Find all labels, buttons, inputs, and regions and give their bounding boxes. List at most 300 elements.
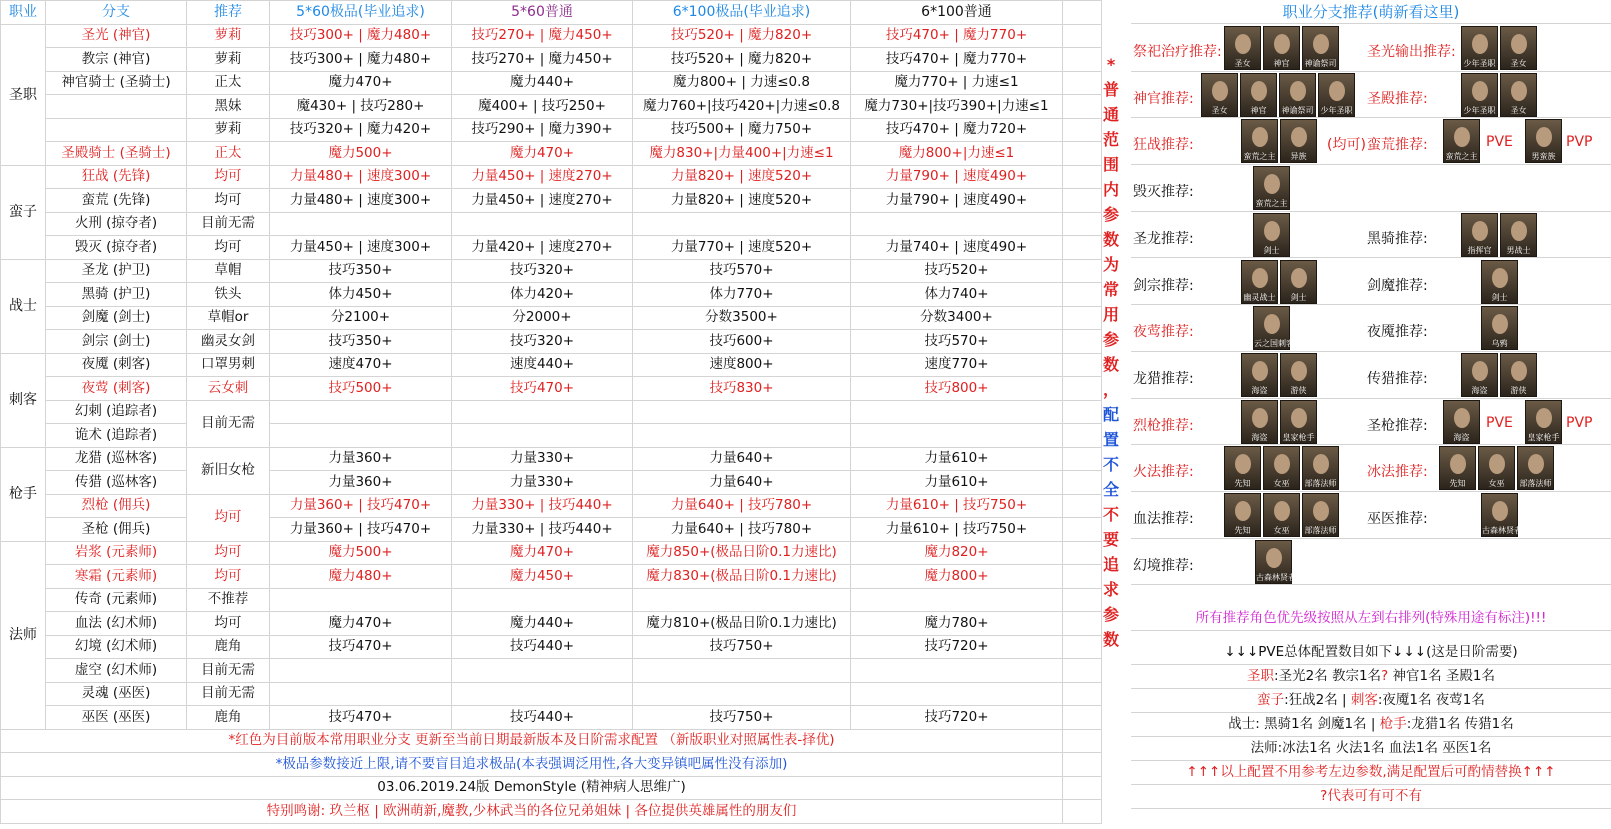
table-row	[1, 212, 1102, 236]
branch-cell: 火刑 (掠夺者)	[46, 212, 187, 236]
value-cell: 技巧290+ | 魔力390+	[452, 118, 633, 142]
recommend-cell: 口罩男刺	[187, 353, 270, 377]
branch-cell: 寒霜 (元素师)	[46, 565, 187, 589]
note-char: 数	[1102, 630, 1119, 649]
value-cell: 技巧720+	[851, 635, 1063, 659]
table-row	[1, 541, 1102, 565]
recommend-row	[1131, 118, 1611, 165]
hero-name: 蛮荒之主	[1255, 199, 1288, 209]
hero-avatar	[1253, 306, 1294, 350]
value-cell: 技巧470+ | 魔力770+	[851, 24, 1063, 48]
branch-cell: 传猎 (巡林客)	[46, 471, 187, 495]
value-cell: 技巧520+	[851, 259, 1063, 283]
class-label: 刺客	[1350, 692, 1378, 708]
branch-label: 圣枪推荐:	[1367, 417, 1428, 434]
value-cell: 魔力470+	[452, 541, 633, 565]
vertical-note	[1091, 52, 1131, 652]
table-row	[1, 236, 1102, 260]
blank-cell	[1063, 24, 1102, 48]
table-row	[1, 142, 1102, 166]
table-row	[1, 635, 1102, 659]
value-cell: 力量610+	[851, 471, 1063, 495]
hero-avatar	[1280, 353, 1317, 397]
blank-cell	[1063, 800, 1102, 824]
note-char: 配	[1102, 405, 1119, 424]
hero-name: 神谕祭司	[1304, 59, 1337, 68]
branch-cell: 夜魇 (刺客)	[46, 353, 187, 377]
note-char: 参	[1102, 330, 1119, 349]
note-char: 数	[1102, 230, 1119, 249]
value-cell: 技巧470+ | 魔力770+	[851, 48, 1063, 72]
table-row	[1, 494, 1102, 518]
note-text: 神官1名 圣殿1名	[1388, 668, 1495, 684]
value-cell	[452, 424, 633, 448]
branch-cell: 诡术 (追踪者)	[46, 424, 187, 448]
value-cell: 力量450+ | 速度270+	[452, 165, 633, 189]
hero-avatar	[1500, 73, 1537, 117]
value-cell	[851, 588, 1063, 612]
value-cell	[633, 424, 851, 448]
hero-name: 部落法师	[1304, 479, 1337, 489]
value-cell: 技巧500+ | 魔力750+	[633, 118, 851, 142]
hero-avatar	[1263, 446, 1300, 490]
branch-label: 神官推荐:	[1133, 90, 1194, 107]
recommend-cell: 均可	[187, 165, 270, 189]
value-cell: 力量610+ | 技巧750+	[851, 518, 1063, 542]
recommend-cell: 幽灵女剑	[187, 330, 270, 354]
value-cell: 速度470+	[270, 353, 452, 377]
hero-name: 圣女	[1234, 59, 1251, 68]
value-cell: 技巧830+	[633, 377, 851, 401]
hero-name: 神官	[1273, 59, 1290, 68]
recommend-cell: 均可	[187, 612, 270, 636]
value-cell: 技巧470+	[452, 377, 633, 401]
table-row	[1, 306, 1102, 330]
class-label: 蛮子	[1257, 692, 1285, 708]
value-cell: 技巧440+	[452, 706, 633, 730]
value-cell: 体力740+	[851, 283, 1063, 307]
hero-avatar	[1224, 493, 1261, 537]
branch-cell: 虚空 (幻术师)	[46, 659, 187, 683]
recommend-row	[1131, 445, 1611, 492]
priority-note	[1131, 607, 1611, 631]
hero-name: 女巫	[1273, 479, 1290, 489]
table-row	[1, 377, 1102, 401]
hero-avatar	[1255, 540, 1296, 584]
recommend-cell: 草帽	[187, 259, 270, 283]
pve-line	[1131, 665, 1611, 689]
recommend-row	[1131, 399, 1611, 446]
branch-label: 圣龙推荐:	[1133, 230, 1194, 247]
value-cell	[633, 212, 851, 236]
header-cell: 职业	[1, 1, 46, 25]
note-text: ↓↓↓PVE总体配置数目如下↓↓↓(这是日阶需要)	[1224, 644, 1518, 660]
value-cell: 技巧350+	[270, 330, 452, 354]
branch-label: 剑宗推荐:	[1133, 277, 1194, 294]
branch-label: 龙猎推荐:	[1133, 370, 1194, 387]
value-cell	[851, 400, 1063, 424]
tag-label: PVE	[1486, 134, 1513, 151]
hero-name: 女巫	[1273, 526, 1290, 535]
value-cell: 分2000+	[452, 306, 633, 330]
recommend-cell: 目前无需	[187, 659, 270, 683]
hero-name: 海盗	[1251, 385, 1268, 395]
note-text: :狂战2名 |	[1284, 692, 1351, 708]
branch-label: 剑魔推荐:	[1367, 277, 1428, 294]
note-text: 战士: 黑骑1名 剑魔1名 |	[1228, 716, 1380, 732]
note-char: 求	[1102, 580, 1119, 599]
note-char: 内	[1102, 180, 1119, 199]
branch-cell	[46, 95, 187, 119]
hero-avatar	[1201, 73, 1238, 117]
branch-label: 狂战推荐:	[1133, 137, 1194, 154]
value-cell: 技巧320+	[452, 259, 633, 283]
table-row	[1, 95, 1102, 119]
branch-cell: 圣龙 (护卫)	[46, 259, 187, 283]
value-cell	[270, 212, 452, 236]
branch-cell: 灵魂 (巫医)	[46, 682, 187, 706]
branch-cell: 蛮荒 (先锋)	[46, 189, 187, 213]
hero-name: 少年圣职	[1463, 105, 1496, 115]
note-text: :圣光2名 教宗1名	[1274, 668, 1382, 684]
hero-name: 男战士	[1506, 245, 1531, 255]
pve-line	[1131, 689, 1611, 713]
recommend-cell: 新旧女枪	[187, 447, 270, 494]
table-row	[1, 24, 1102, 48]
value-cell: 魔力800+	[851, 565, 1063, 589]
value-cell	[452, 400, 633, 424]
hero-avatar	[1263, 493, 1300, 537]
value-cell: 力量790+ | 速度490+	[851, 189, 1063, 213]
value-cell: 魔430+ | 技巧280+	[270, 95, 452, 119]
hero-avatar	[1461, 213, 1498, 257]
branch-cell: 圣枪 (佣兵)	[46, 518, 187, 542]
footer-cell: 03.06.2019.24版 DemonStyle (精神病人思维广)	[1, 776, 1063, 800]
value-cell: 魔力470+	[452, 142, 633, 166]
hero-avatar	[1478, 446, 1515, 490]
recommend-cell: 不推荐	[187, 588, 270, 612]
branch-cell: 龙猎 (巡林客)	[46, 447, 187, 471]
hero-avatar	[1318, 73, 1355, 117]
branch-label: 冰法推荐:	[1367, 464, 1428, 481]
value-cell	[270, 682, 452, 706]
hero-name: 剑士	[1491, 292, 1508, 302]
hero-name: 少年圣职	[1463, 59, 1496, 68]
hero-name: 蛮荒之主	[1445, 152, 1478, 162]
note-text: ?代表可有可不有	[1320, 788, 1422, 804]
recommend-cell: 目前无需	[187, 682, 270, 706]
hero-name: 圣女	[1510, 105, 1527, 115]
branch-cell: 黑骑 (护卫)	[46, 283, 187, 307]
recommend-cell: 均可	[187, 541, 270, 565]
hero-name: 先知	[1234, 526, 1251, 535]
value-cell	[270, 400, 452, 424]
recommend-row	[1131, 212, 1611, 259]
hero-name: 蛮荒之主	[1243, 152, 1276, 162]
value-cell	[633, 682, 851, 706]
hero-avatar	[1253, 166, 1290, 210]
value-cell: 体力420+	[452, 283, 633, 307]
value-cell: 技巧750+	[633, 706, 851, 730]
hero-avatar	[1302, 446, 1339, 490]
value-cell: 技巧470+	[270, 706, 452, 730]
recommend-cell: 鹿角	[187, 635, 270, 659]
hero-name: 少年圣职	[1320, 105, 1353, 115]
value-cell: 技巧350+	[270, 259, 452, 283]
note-char: 全	[1102, 480, 1119, 499]
hero-name: 神官	[1250, 105, 1267, 115]
value-cell	[851, 212, 1063, 236]
hero-name: 指挥官	[1467, 245, 1492, 255]
note-text: :龙猎1名 传猎1名	[1406, 716, 1514, 732]
note-char: 参	[1102, 205, 1119, 224]
recommend-cell: 均可	[187, 236, 270, 260]
value-cell: 技巧320+	[452, 330, 633, 354]
recommend-cell: 目前无需	[187, 400, 270, 447]
class-cell: 战士	[1, 259, 46, 353]
note-char: 数	[1102, 355, 1119, 374]
value-cell	[851, 659, 1063, 683]
hero-name: 幽灵战士	[1243, 292, 1276, 302]
note-char: 范	[1102, 130, 1119, 149]
note-char: ，	[1102, 380, 1119, 399]
branch-cell: 血法 (幻术师)	[46, 612, 187, 636]
tag-label: (均可)	[1327, 137, 1366, 154]
hero-avatar	[1461, 353, 1498, 397]
header-cell: 5*60普通	[452, 1, 633, 25]
table-row	[1, 447, 1102, 471]
value-cell	[633, 588, 851, 612]
value-cell: 技巧320+ | 魔力420+	[270, 118, 452, 142]
pve-title	[1131, 641, 1611, 665]
blank-cell	[1063, 753, 1102, 777]
branch-cell: 毁灭 (掠夺者)	[46, 236, 187, 260]
value-cell	[851, 682, 1063, 706]
header-cell: 分支	[46, 1, 187, 25]
recommend-cell: 云女刺	[187, 377, 270, 401]
hero-name: 皇家枪手	[1282, 432, 1315, 442]
value-cell: 力量610+ | 技巧750+	[851, 494, 1063, 518]
branch-label: 幻境推荐:	[1133, 557, 1194, 574]
value-cell: 魔400+ | 技巧250+	[452, 95, 633, 119]
tag-label: PVE	[1486, 414, 1513, 431]
table-row	[1, 118, 1102, 142]
hero-name: 剑士	[1263, 245, 1280, 255]
value-cell: 魔力820+	[851, 541, 1063, 565]
table-row	[1, 424, 1102, 448]
recommend-cell: 目前无需	[187, 212, 270, 236]
value-cell: 分数3500+	[633, 306, 851, 330]
branch-label: 火法推荐:	[1133, 464, 1194, 481]
value-cell: 技巧570+	[851, 330, 1063, 354]
branch-cell: 剑魔 (剑士)	[46, 306, 187, 330]
note-text: 法师:冰法1名 火法1名 血法1名 巫医1名	[1250, 740, 1492, 756]
value-cell: 力量330+	[452, 471, 633, 495]
table-row	[1, 165, 1102, 189]
value-cell: 力量360+	[270, 471, 452, 495]
value-cell: 力量790+ | 速度490+	[851, 165, 1063, 189]
hero-name: 部落法师	[1519, 479, 1552, 489]
value-cell: 体力450+	[270, 283, 452, 307]
value-cell: 力量640+ | 技巧780+	[633, 494, 851, 518]
value-cell	[452, 212, 633, 236]
value-cell: 技巧520+ | 魔力820+	[633, 24, 851, 48]
hero-avatar	[1481, 493, 1522, 537]
note-char: 常	[1102, 280, 1119, 299]
hero-avatar	[1240, 73, 1277, 117]
hero-avatar	[1224, 446, 1261, 490]
hero-name: 剑士	[1290, 292, 1307, 302]
header-cell: 5*60极品(毕业追求)	[270, 1, 452, 25]
hero-avatar	[1443, 400, 1480, 444]
branch-cell: 圣殿骑士 (圣骑士)	[46, 142, 187, 166]
value-cell: 魔力830+(极品日阶0.1力速比)	[633, 565, 851, 589]
value-cell: 力量330+	[452, 447, 633, 471]
value-cell: 力量640+	[633, 471, 851, 495]
value-cell: 力量770+ | 速度520+	[633, 236, 851, 260]
value-cell: 技巧800+	[851, 377, 1063, 401]
note-char: 追	[1102, 555, 1119, 574]
value-cell: 力量480+ | 速度300+	[270, 189, 452, 213]
branch-cell: 剑宗 (剑士)	[46, 330, 187, 354]
recommend-row	[1131, 25, 1611, 72]
hero-name: 古森林贤者	[1482, 526, 1522, 535]
hero-name: 皇家枪手	[1527, 432, 1560, 442]
value-cell	[851, 424, 1063, 448]
hero-avatar	[1241, 353, 1278, 397]
value-cell: 力量450+ | 速度270+	[452, 189, 633, 213]
hero-name: 女巫	[1488, 479, 1505, 489]
pve-line	[1131, 737, 1611, 761]
value-cell: 力量740+ | 速度490+	[851, 236, 1063, 260]
upper-note	[1131, 761, 1611, 785]
note-text: :夜魇1名 夜莺1名	[1377, 692, 1485, 708]
value-cell: 魔力730+|技巧390+|力速≤1	[851, 95, 1063, 119]
branch-label: 传猎推荐:	[1367, 370, 1428, 387]
recommend-row	[1131, 539, 1611, 586]
hero-avatar	[1461, 26, 1498, 70]
table-row	[1, 189, 1102, 213]
hero-avatar	[1279, 73, 1316, 117]
note-char: 置	[1102, 430, 1119, 449]
blank-cell	[1063, 659, 1102, 683]
hero-name: 游侠	[1510, 385, 1527, 395]
branch-label: 血法推荐:	[1133, 511, 1194, 527]
table-row	[1, 471, 1102, 495]
branch-cell: 教宗 (神官)	[46, 48, 187, 72]
recommend-row	[1131, 165, 1611, 212]
value-cell	[270, 424, 452, 448]
hero-avatar	[1280, 260, 1317, 304]
value-cell: 技巧600+	[633, 330, 851, 354]
branch-label: 夜魇推荐:	[1367, 324, 1428, 341]
class-cell: 蛮子	[1, 165, 46, 259]
value-cell: 技巧720+	[851, 706, 1063, 730]
branch-cell: 夜莺 (刺客)	[46, 377, 187, 401]
blank-cell	[1063, 729, 1102, 753]
class-label: 圣职	[1247, 668, 1275, 684]
branch-cell: 岩浆 (元素师)	[46, 541, 187, 565]
hero-avatar	[1525, 400, 1562, 444]
value-cell: 力量330+ | 技巧440+	[452, 494, 633, 518]
value-cell: 魔力500+	[270, 541, 452, 565]
hero-avatar	[1443, 119, 1480, 163]
hero-name: 神谕祭司	[1281, 105, 1314, 115]
hero-name: 异族	[1290, 152, 1307, 162]
value-cell: 技巧750+	[633, 635, 851, 659]
note-text: ↑↑↑以上配置不用参考左边参数,满足配置后可酌情替换↑↑↑	[1186, 764, 1556, 780]
note-text: ?	[1381, 668, 1389, 684]
hero-avatar	[1280, 119, 1317, 163]
hero-avatar	[1481, 260, 1518, 304]
branch-cell: 狂战 (先锋)	[46, 165, 187, 189]
hero-name: 圣女	[1510, 59, 1527, 68]
branch-label: 祭祀治疗推荐:	[1133, 44, 1222, 60]
note-char: 不	[1102, 455, 1119, 474]
hero-avatar	[1481, 306, 1518, 350]
blank-cell	[1063, 706, 1102, 730]
table-row	[1, 659, 1102, 683]
hero-avatar	[1439, 446, 1476, 490]
recommend-cell: 铁头	[187, 283, 270, 307]
value-cell: 分2100+	[270, 306, 452, 330]
table-row	[1, 706, 1102, 730]
value-cell: 速度770+	[851, 353, 1063, 377]
value-cell	[270, 588, 452, 612]
table-row	[1, 400, 1102, 424]
value-cell: 力量360+ | 技巧470+	[270, 494, 452, 518]
hero-name: 部落法师	[1304, 526, 1337, 535]
value-cell: 力量640+	[633, 447, 851, 471]
blank-cell	[1063, 1, 1102, 25]
value-cell: 速度800+	[633, 353, 851, 377]
hero-name: 男蛮族	[1531, 152, 1556, 162]
footer-cell: *红色为目前版本常用职业分支 更新至当前日期最新版本及日阶需求配置 （新版职业对照属性表-择优)	[1, 729, 1063, 753]
recommend-row	[1131, 492, 1611, 539]
recommend-cell: 均可	[187, 565, 270, 589]
class-cell: 法师	[1, 541, 46, 729]
hero-name: 海盗	[1251, 432, 1268, 442]
recommend-cell: 均可	[187, 189, 270, 213]
value-cell: 魔力800+ | 力速≤0.8	[633, 71, 851, 95]
value-cell: 魔力760+|技巧420+|力速≤0.8	[633, 95, 851, 119]
recommend-row	[1131, 352, 1611, 399]
branch-cell	[46, 118, 187, 142]
hero-avatar	[1263, 26, 1300, 70]
class-cell: 枪手	[1, 447, 46, 541]
value-cell	[633, 400, 851, 424]
hero-avatar	[1241, 400, 1278, 444]
branch-label: 巫医推荐:	[1367, 511, 1428, 527]
value-cell: 魔力500+	[270, 142, 452, 166]
question-note	[1131, 785, 1611, 809]
hero-avatar	[1302, 493, 1339, 537]
table-row	[1, 283, 1102, 307]
table-row	[1, 48, 1102, 72]
note-text: 所有推荐角色优先级按照从左到右排列(特殊用途有标注)!!!	[1195, 610, 1547, 626]
branch-cell: 圣光 (神官)	[46, 24, 187, 48]
value-cell: 体力770+	[633, 283, 851, 307]
hero-avatar	[1461, 73, 1498, 117]
footer-cell: 特别鸣谢: 玖兰枢 | 欧洲萌新,魔教,少林武当的各位兄弟姐妹 | 各位提供英雄属性的朋友们	[1, 800, 1063, 824]
branch-cell: 幻刺 (追踪者)	[46, 400, 187, 424]
hero-name: 古森林贤者	[1256, 572, 1296, 582]
branch-label: 圣光输出推荐:	[1367, 44, 1456, 60]
blank-cell	[1063, 682, 1102, 706]
note-char: 用	[1102, 305, 1119, 324]
note-char: 通	[1102, 105, 1119, 124]
blank-cell	[1063, 776, 1102, 800]
